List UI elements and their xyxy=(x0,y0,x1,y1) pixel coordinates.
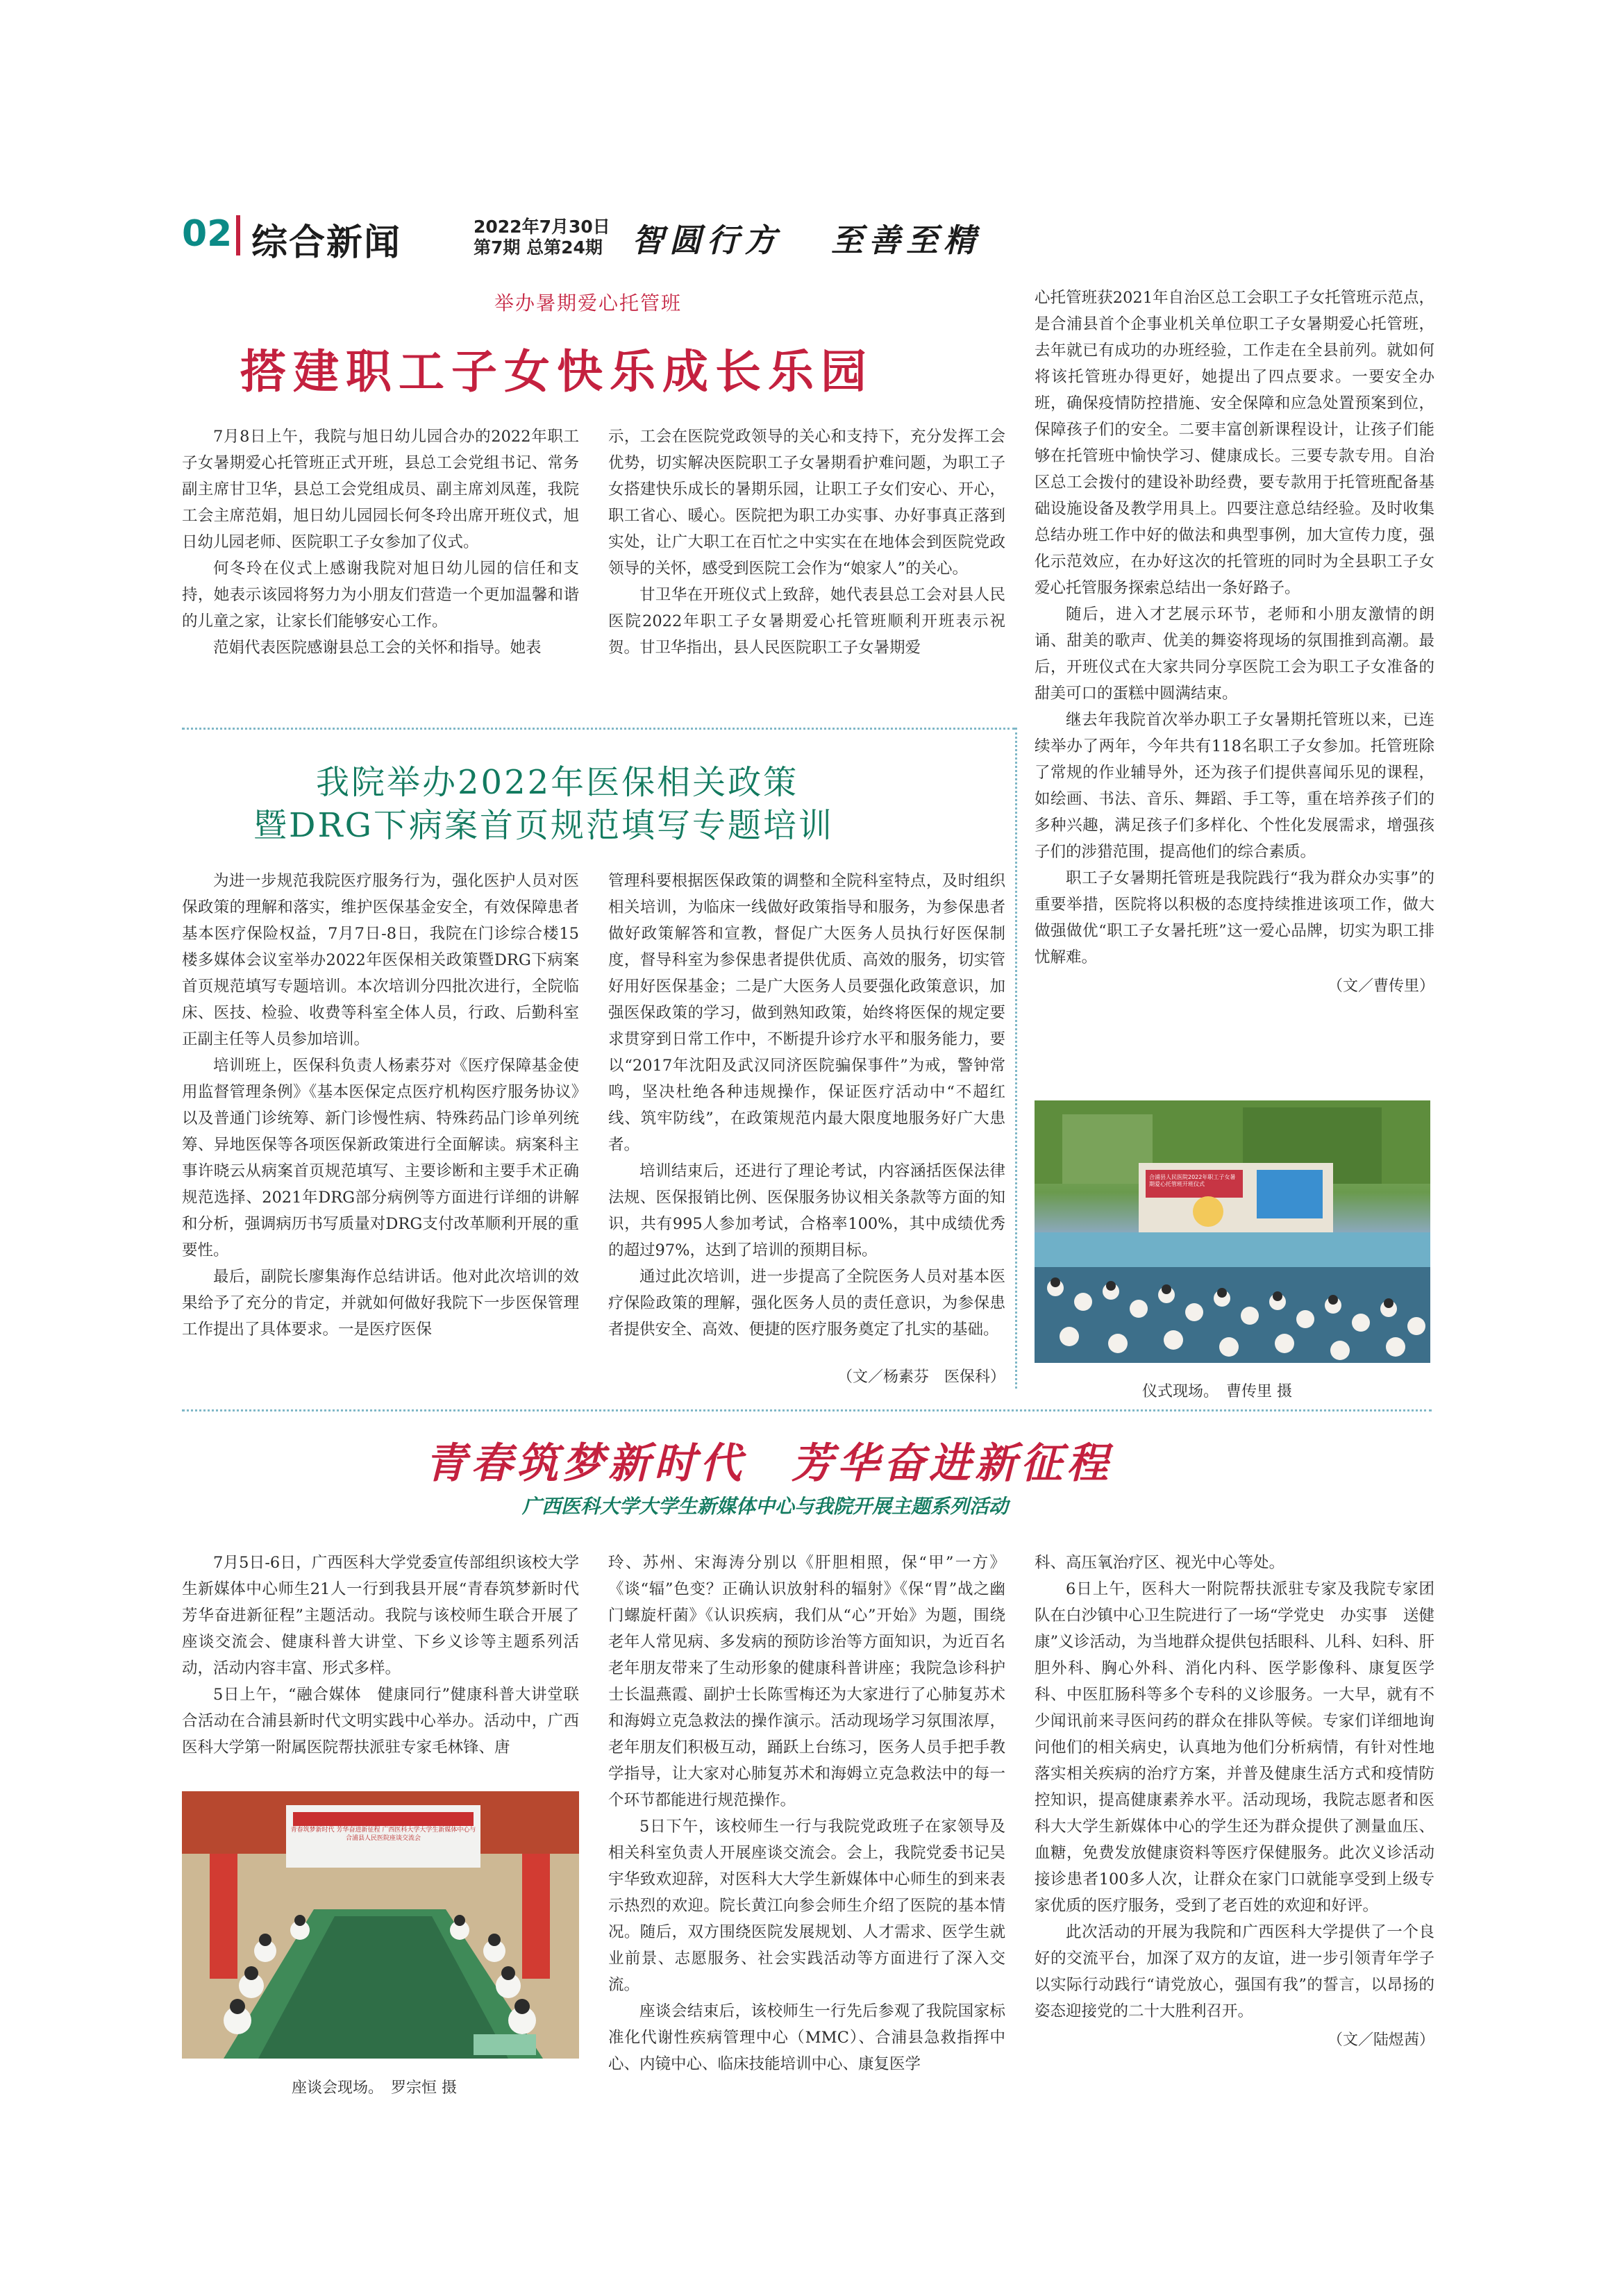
article1-kicker: 举办暑期爱心托管班 xyxy=(494,292,683,315)
article3-headline: 青春筑梦新时代 芳华奋进新征程 xyxy=(425,1439,1112,1488)
issue-number: 第7期 总第24期 xyxy=(474,237,603,258)
masthead xyxy=(182,210,1432,265)
paragraph: 5日下午，该校师生一行与我院党政班子在家领导及相关科室负责人开展座谈交流会。会上，我院党委书记吴宇华致欢迎辞，对医科大大学生新媒体中心师生的到来表示热烈的欢迎。院长黄江向参会师生介绍了医院的基本情况。随后，双方围绕医院发展规划、人才需求、医学生就业前景、志愿服务、社会实践活动等方面进行了深入交流。 xyxy=(608,1818,1005,1994)
paragraph: 范娟代表医院感谢县总工会的关怀和指导。她表 xyxy=(213,639,542,657)
issue-date: 2022年7月30日 xyxy=(474,217,610,237)
paragraph: 玲、苏州、宋海涛分别以《肝胆相照，保“甲”一方》《谈“辐”色变？正确认识放射科的辐射》《保“胃”战之幽门螺旋杆菌》《认识疾病，我们从“心”开始》为题，围绕老年人常见病、多发病的预防诊治等方面知识，为近百名老年朋友带来了生动形象的健康科普讲座；我院急诊科护士长温燕霞、副护士长陈雪梅还为大家进行了心肺复苏术和海姆立克急救法的操作演示。活动现场学习氛围浓厚，老年朋友们积极互动，踊跃上台练习，医务人员手把手教学指导，让大家对心肺复苏术和海姆立克急救法中的每一个环节都能进行规范操作。 xyxy=(608,1554,1005,1809)
paragraph: 7月5日-6日，广西医科大学党委宣传部组织该校大学生新媒体中心师生21人一行到我县开展“青春筑梦新时代 芳华奋进新征程”主题活动。我院与该校师生联合开展了座谈交流会、健康科普大讲堂、下乡义诊等主题系列活动，活动内容丰富、形式多样。 xyxy=(182,1554,595,1677)
ceremony-photo xyxy=(1035,1100,1430,1363)
paragraph: 通过此次培训，进一步提高了全院医务人员对基本医疗保险政策的理解，强化医务人员的责任意识，为参保患者提供安全、高效、便捷的医疗服务奠定了扎实的基础。 xyxy=(608,1268,1005,1339)
paragraph: 管理科要根据医保政策的调整和全院科室特点，及时组织相关培训，为临床一线做好政策指导和服务，为参保患者做好政策解答和宣教，督促广大医务人员执行好医保制度，督导科室为参保患者提供优质、高效的服务，切实管好用好医保基金；二是广大医务人员要强化政策意识，加强医保政策的学习，做到熟知政策，始终将医保的规定要求贯穿到日常工作中，不断提升诊疗水平和服务能力，要以“2017年沈阳及武汉同济医院骗保事件”为戒，警钟常鸣，坚决杜绝各种违规操作，保证医疗活动中“不超红线、筑牢防线”，在政策规范内最大限度地服务好广大患者。 xyxy=(608,872,1005,1154)
paragraph: 最后，副院长廖集海作总结讲话。他对此次培训的效果给予了充分的肯定，并就如何做好我院下一步医保管理工作提出了具体要求。一是医疗医保 xyxy=(182,1268,579,1339)
article3-column-1 xyxy=(182,1550,595,1761)
ceremony-photo-caption: 仪式现场。 曹传里 摄 xyxy=(1142,1383,1292,1400)
divider-vertical xyxy=(1015,728,1017,1389)
article2-column-2 xyxy=(608,868,1005,1343)
article3-column-3 xyxy=(1035,1550,1434,2054)
article2-headline-line1: 我院举办2022年医保相关政策 xyxy=(316,763,799,802)
slogan-right: 至善至精 xyxy=(831,221,981,259)
seminar-photo-banner: 青春筑梦新时代 芳华奋进新征程 广西医科大学大学生新媒体中心与合浦县人民医院座谈交流会 xyxy=(290,1827,476,1842)
divider-article2 xyxy=(182,1409,1432,1411)
article2-byline: （文／杨素芬 医保科） xyxy=(837,1368,1005,1386)
ceremony-photo-illustration xyxy=(1035,1100,1430,1363)
paragraph: 培训结束后，还进行了理论考试，内容涵括医保法律法规、医保报销比例、医保服务协议相关条款等方面的知识，共有995人参加考试，合格率100%，其中成绩优秀的超过97%，达到了培训的预期目标。 xyxy=(608,1162,1005,1259)
article1-column-2 xyxy=(608,424,1005,661)
article1-column-1 xyxy=(182,424,579,661)
article1-column-3 xyxy=(1035,285,1434,1000)
ceremony-photo-banner: 合浦县人民医院2022年职工子女暑期爱心托管班开班仪式 xyxy=(1149,1174,1236,1187)
masthead-separator xyxy=(236,215,240,255)
article3-column-2 xyxy=(608,1550,1005,2077)
paragraph: 职工子女暑期托管班是我院践行“我为群众办实事”的重要举措，医院将以积极的态度持续推进该项工作，做大做强做优“职工子女暑托班”这一爱心品牌，切实为职工排忧解难。 xyxy=(1035,869,1434,966)
paragraph: 何冬玲在仪式上感谢我院对旭日幼儿园的信任和支持，她表示该园将努力为小朋友们营造一个更加温馨和谐的儿童之家，让家长们能够安心工作。 xyxy=(182,560,579,630)
paragraph: 5日上午，“融合媒体 健康同行”健康科普大讲堂联合活动在合浦县新时代文明实践中心举办。活动中，广西医科大学第一附属医院帮扶派驻专家毛林锋、唐 xyxy=(182,1686,579,1757)
article1-headline: 搭建职工子女快乐成长乐园 xyxy=(240,344,873,399)
paragraph: 随后，进入才艺展示环节，老师和小朋友激情的朗诵、甜美的歌声、优美的舞姿将现场的氛围推到高潮。最后，开班仪式在大家共同分享医院工会为职工子女准备的甜美可口的蛋糕中圆满结束。 xyxy=(1035,605,1434,703)
paragraph: 座谈会结束后，该校师生一行先后参观了我院国家标准化代谢性疾病管理中心（MMC）、合浦县急救指挥中心、内镜中心、临床技能培训中心、康复医学 xyxy=(608,2002,1005,2073)
article3-subhead: 广西医科大学大学生新媒体中心与我院开展主题系列活动 xyxy=(522,1495,1009,1518)
paragraph: 为进一步规范我院医疗服务行为，强化医护人员对医保政策的理解和落实，维护医保基金安全，有效保障患者基本医疗保险权益，7月7日-8日，我院在门诊综合楼15楼多媒体会议室举办2022年医保相关政策暨DRG下病案首页规范填写专题培训。本次培训分四批次进行，全院临床、医技、检验、收费等科室全体人员，行政、后勤科室正副主任等人员参加培训。 xyxy=(182,872,579,1048)
seminar-photo-caption: 座谈会现场。 罗宗恒 摄 xyxy=(292,2079,457,2097)
paragraph: 7月8日上午，我院与旭日幼儿园合办的2022年职工子女暑期爱心托管班正式开班，县总工会党组书记、常务副主席甘卫华，县总工会党组成员、副主席刘凤莲，我院工会主席范娟，旭日幼儿园园长何冬玲出席开班仪式，旭日幼儿园老师、医院职工子女参加了仪式。 xyxy=(182,428,579,551)
article2-column-1 xyxy=(182,868,579,1343)
paragraph: 6日上午，医科大一附院帮扶派驻专家及我院专家团队在白沙镇中心卫生院进行了一场“学党史 办实事 送健康”义诊活动，为当地群众提供包括眼科、儿科、妇科、肝胆外科、胸心外科、消化内科、医学影像科、康复医学科、中医肛肠科等多个专科的义诊服务。一大早，就有不少闻讯前来寻医问药的群众在排队等候。专家们详细地询问他们的相关病史，认真地为他们分析病情，有针对性地落实相关疾病的治疗方案，并普及健康生活方式和疫情防控知识，提高健康素养水平。活动现场，我院志愿者和医科大大学生新媒体中心的学生还为群众提供了测量血压、血糖，免费发放健康资料等医疗保健服务。此次义诊活动接诊患者100多人次，让群众在家门口就能享受到上级专家优质的医疗服务，受到了老百姓的欢迎和好评。 xyxy=(1035,1580,1434,1915)
paragraph: 心托管班获2021年自治区总工会职工子女托管班示范点，是合浦县首个企事业机关单位职工子女暑期爱心托管班，去年就已有成功的办班经验，工作走在全县前列。就如何将该托管班办得更好，她提出了四点要求。一要安全办班，确保疫情防控措施、安全保障和应急处置预案到位，保障孩子们的安全。二要丰富创新课程设计，让孩子们能够在托管班中愉快学习、健康成长。三要专款专用。自治区总工会拨付的建设补助经费，要专款用于托管班配备基础设施设备及教学用具上。四要注意总结经验。及时收集总结办班工作中好的做法和典型事例，加大宣传力度，强化示范效应，在办好这次的托管班的同时为全县职工子女爱心托管服务探索总结出一条好路子。 xyxy=(1035,289,1434,597)
paragraph: 示，工会在医院党政领导的关心和支持下，充分发挥工会优势，切实解决医院职工子女暑期看护难问题，为职工子女搭建快乐成长的暑期乐园，让职工子女们安心、开心，职工省心、暖心。医院把为职工办实事、办好事真正落到实处，让广大职工在百忙之中实实在在地体会到医院党政领导的关怀，感受到医院工会作为“娘家人”的关心。 xyxy=(608,428,1005,578)
paragraph: 甘卫华在开班仪式上致辞，她代表县总工会对县人民医院2022年职工子女暑期爱心托管班顺利开班表示祝贺。甘卫华指出，县人民医院职工子女暑期爱 xyxy=(608,586,1005,657)
divider-article1 xyxy=(182,728,1015,730)
section-title: 综合新闻 xyxy=(251,221,402,264)
paragraph: 培训班上，医保科负责人杨素芬对《医疗保障基金使用监督管理条例》《基本医保定点医疗机构医疗服务协议》以及普通门诊统筹、新门诊慢性病、特殊药品门诊单列统筹、异地医保等各项医保新政策进行全面解读。病案科主事许晓云从病案首页规范填写、主要诊断和主要手术正确规范选择、2021年DRG部分病例等方面进行详细的讲解和分析，强调病历书写质量对DRG支付改革顺利开展的重要性。 xyxy=(182,1057,579,1259)
paragraph: 科、高压氧治疗区、视光中心等处。 xyxy=(1035,1554,1285,1572)
article3-byline: （文／陆煜茜） xyxy=(1327,2031,1434,2049)
paragraph: 此次活动的开展为我院和广西医科大学提供了一个良好的交流平台，加深了双方的友谊，进一步引领青年学子以实际行动践行“请党放心，强国有我”的誓言，以昂扬的姿态迎接党的二十大胜利召开。 xyxy=(1035,1923,1434,2020)
seminar-photo xyxy=(182,1791,579,2059)
article1-byline: （文／曹传里） xyxy=(1327,978,1434,995)
page-number: 02 xyxy=(182,213,233,255)
slogan-left: 智圆行方 xyxy=(632,221,782,259)
paragraph: 继去年我院首次举办职工子女暑期托管班以来，已连续举办了两年，今年共有118名职工子女参加。托管班除了常规的作业辅导外，还为孩子们提供喜闻乐见的课程，如绘画、书法、音乐、舞蹈、手工等，重在培养孩子们的多种兴趣，满足孩子们多样化、个性化发展需求，增强孩子们的涉猎范围，提高他们的综合素质。 xyxy=(1035,711,1434,861)
article2-headline-line2: 暨DRG下病案首页规范填写专题培训 xyxy=(253,806,834,845)
